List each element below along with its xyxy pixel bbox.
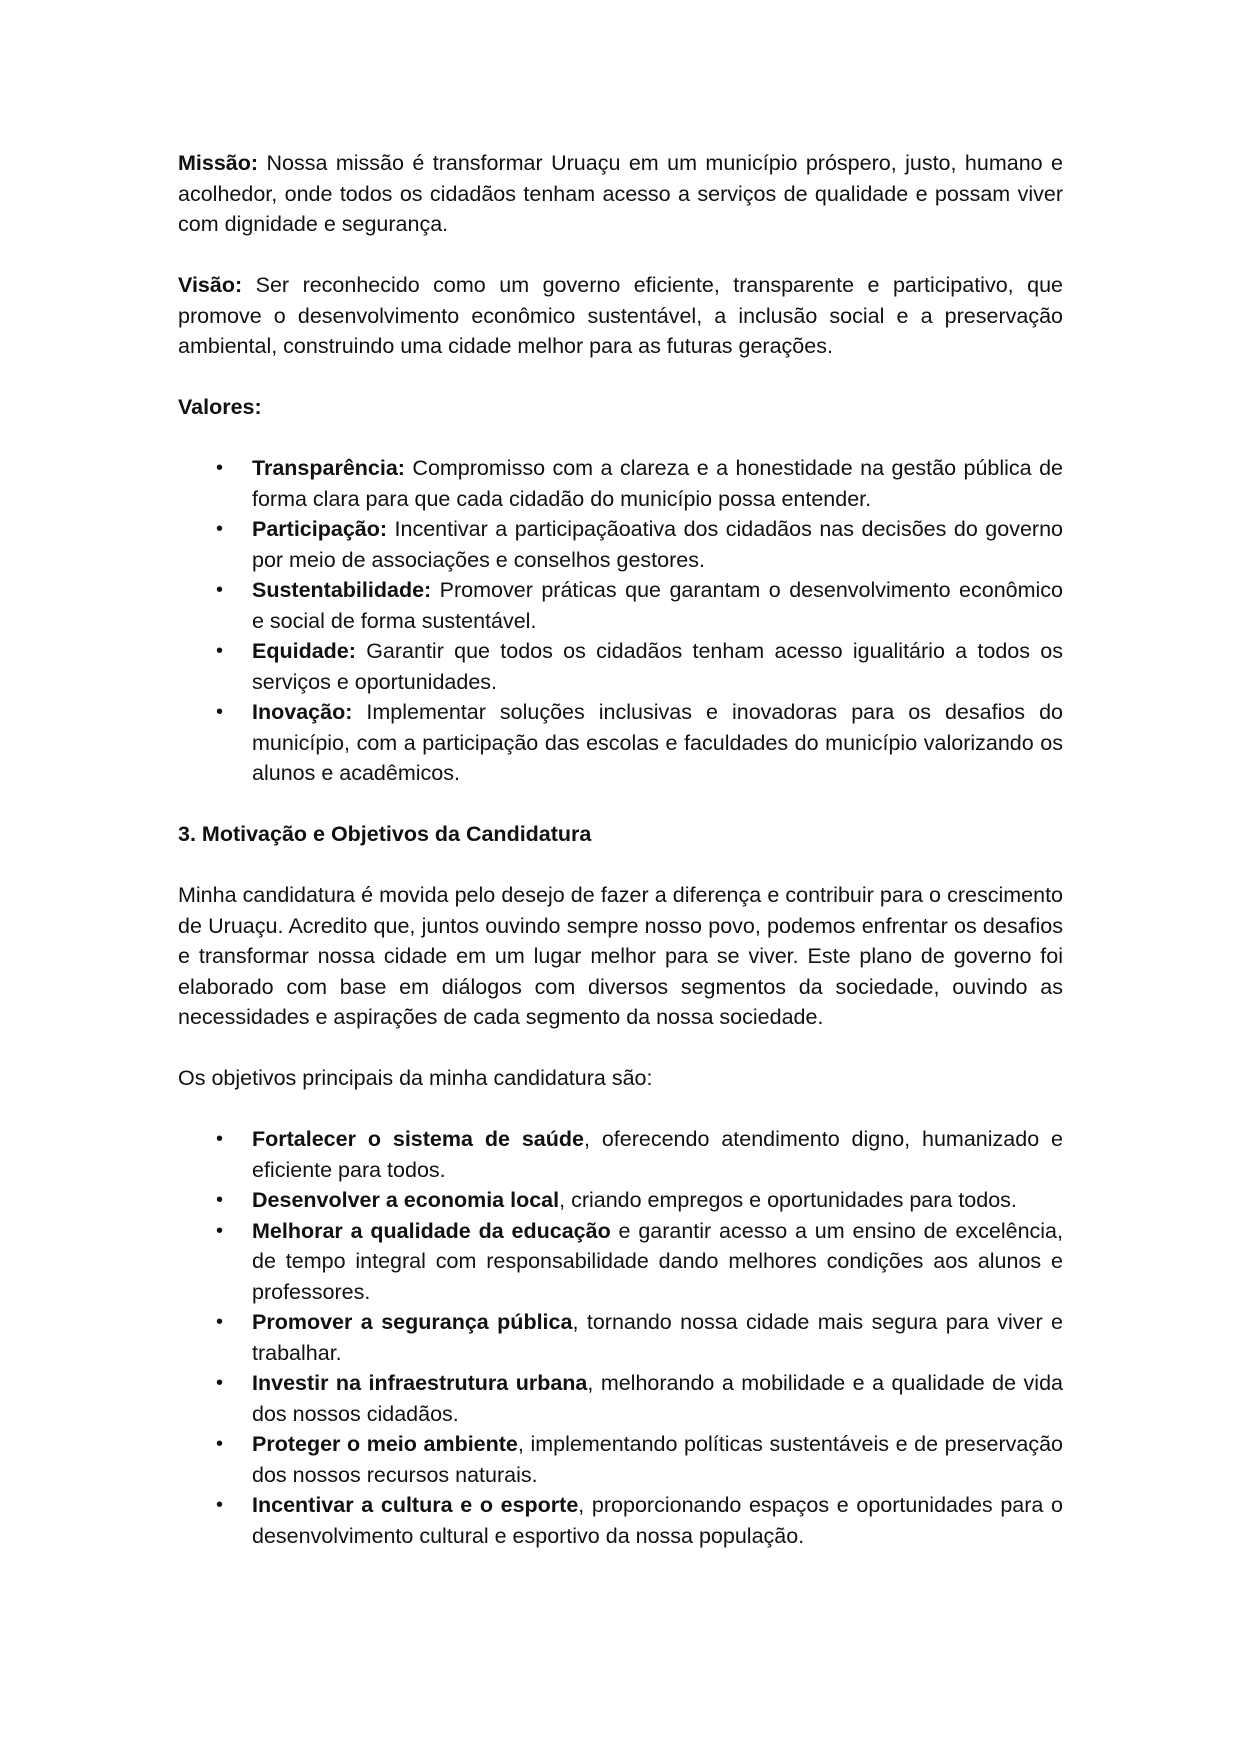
item-text: Promover práticas que garantam o desenvolvimento econômico e social de forma sustentável.: [252, 578, 1063, 633]
item-text: e garantir acesso a um ensino de excelência, de tempo integral com responsabilidade dando melhores condições aos alunos e professores.: [252, 1218, 1063, 1304]
list-item: [178, 575, 1063, 636]
list-item: [178, 514, 1063, 575]
bullet-icon: •: [216, 701, 224, 723]
item-text: , implementando políticas sustentáveis e de preservação dos nossos recursos naturais.: [252, 1432, 1063, 1487]
item-bold: Inovação:: [252, 700, 353, 724]
bullet-icon: •: [216, 457, 224, 479]
item-bold: Melhorar a qualidade da educação: [252, 1218, 611, 1243]
item-bold: Investir na infraestrutura urbana: [252, 1371, 588, 1395]
item-bold: Incentivar a cultura e o esporte: [252, 1493, 579, 1517]
item-bold: Equidade:: [252, 639, 356, 663]
item-text: , proporcionando espaços e oportunidades para o desenvolvimento cultural e esportivo da nossa população.: [252, 1493, 1063, 1548]
list-item: [178, 697, 1063, 789]
missao-label: Missão:: [178, 151, 259, 175]
bullet-icon: •: [216, 1128, 224, 1150]
bullet-icon: •: [216, 1189, 224, 1211]
objectives-list: [178, 1124, 1063, 1551]
list-item: [178, 1429, 1063, 1490]
item-text: , tornando nossa cidade mais segura para viver e trabalhar.: [252, 1310, 1064, 1365]
list-item: [178, 1216, 1063, 1308]
section-3-heading: 3. Motivação e Objetivos da Candidatura: [178, 822, 592, 846]
item-bold: Participação:: [252, 517, 388, 541]
item-bold: Transparência:: [252, 456, 405, 480]
bullet-icon: •: [216, 518, 224, 540]
bullet-icon: •: [216, 1494, 224, 1516]
item-bold: Fortalecer o sistema de saúde: [252, 1127, 584, 1151]
item-bold: Proteger o meio ambiente: [252, 1432, 518, 1456]
visao-label: Visão:: [178, 273, 243, 297]
bullet-icon: •: [216, 1433, 224, 1455]
bullet-icon: •: [216, 640, 224, 662]
item-bold: Sustentabilidade:: [252, 578, 432, 602]
list-item: [178, 453, 1063, 514]
item-text: Compromisso com a clareza e a honestidade na gestão pública de forma clara para que cada cidadão do município possa entender.: [252, 456, 1063, 511]
bullet-icon: •: [216, 1219, 224, 1242]
list-item: [178, 636, 1063, 697]
list-item: [178, 1124, 1063, 1185]
motivacao-paragraph: Minha candidatura é movida pelo desejo de fazer a diferença e contribuir para o crescimento de Uruaçu. Acredito que, juntos ouvindo sempre nosso povo, podemos enfrentar os desafios e transformar nossa cidade em um lugar melhor para se viver. Este plano de governo foi elaborado com base em diálogos com diversos segmentos da sociedade, ouvindo as necessidades e aspirações de cada segmento da nossa sociedade.: [178, 883, 1063, 1029]
visao-paragraph: [178, 270, 1063, 362]
missao-paragraph: [178, 148, 1063, 240]
list-item: [178, 1368, 1063, 1429]
bullet-icon: •: [216, 1372, 224, 1394]
visao-text: Ser reconhecido como um governo eficiente, transparente e participativo, que promove o desenvolvimento econômico sustentável, a inclusão social e a preservação ambiental, construindo uma cidade melhor para as futuras gerações.: [178, 273, 1063, 358]
list-item: [178, 1185, 1063, 1216]
objectives-intro: Os objetivos principais da minha candidatura são:: [178, 1066, 653, 1090]
valores-heading: Valores:: [178, 395, 262, 419]
missao-text: Nossa missão é transformar Uruaçu em um município próspero, justo, humano e acolhedor, onde todos os cidadãos tenham acesso a serviços de qualidade e possam viver com dignidade e segurança.: [178, 151, 1063, 236]
item-text: , criando empregos e oportunidades para todos.: [559, 1188, 1017, 1212]
item-bold: Promover a segurança pública: [252, 1310, 573, 1334]
bullet-icon: •: [216, 579, 224, 601]
item-text: Incentivar a participaçãoativa dos cidadãos nas decisões do governo por meio de associações e conselhos gestores.: [252, 517, 1063, 572]
bullet-icon: •: [216, 1311, 224, 1333]
item-text: Garantir que todos os cidadãos tenham acesso igualitário a todos os serviços e oportunidades.: [252, 639, 1063, 694]
item-text: Implementar soluções inclusivas e inovadoras para os desafios do município, com a participação das escolas e faculdades do município valorizando os alunos e acadêmicos.: [252, 700, 1063, 785]
valores-list: [178, 453, 1063, 789]
item-bold: Desenvolver a economia local: [252, 1188, 560, 1212]
item-text: , oferecendo atendimento digno, humanizado e eficiente para todos.: [252, 1127, 1064, 1182]
list-item: [178, 1490, 1063, 1551]
list-item: [178, 1307, 1063, 1368]
item-text: , melhorando a mobilidade e a qualidade de vida dos nossos cidadãos.: [252, 1371, 1063, 1426]
